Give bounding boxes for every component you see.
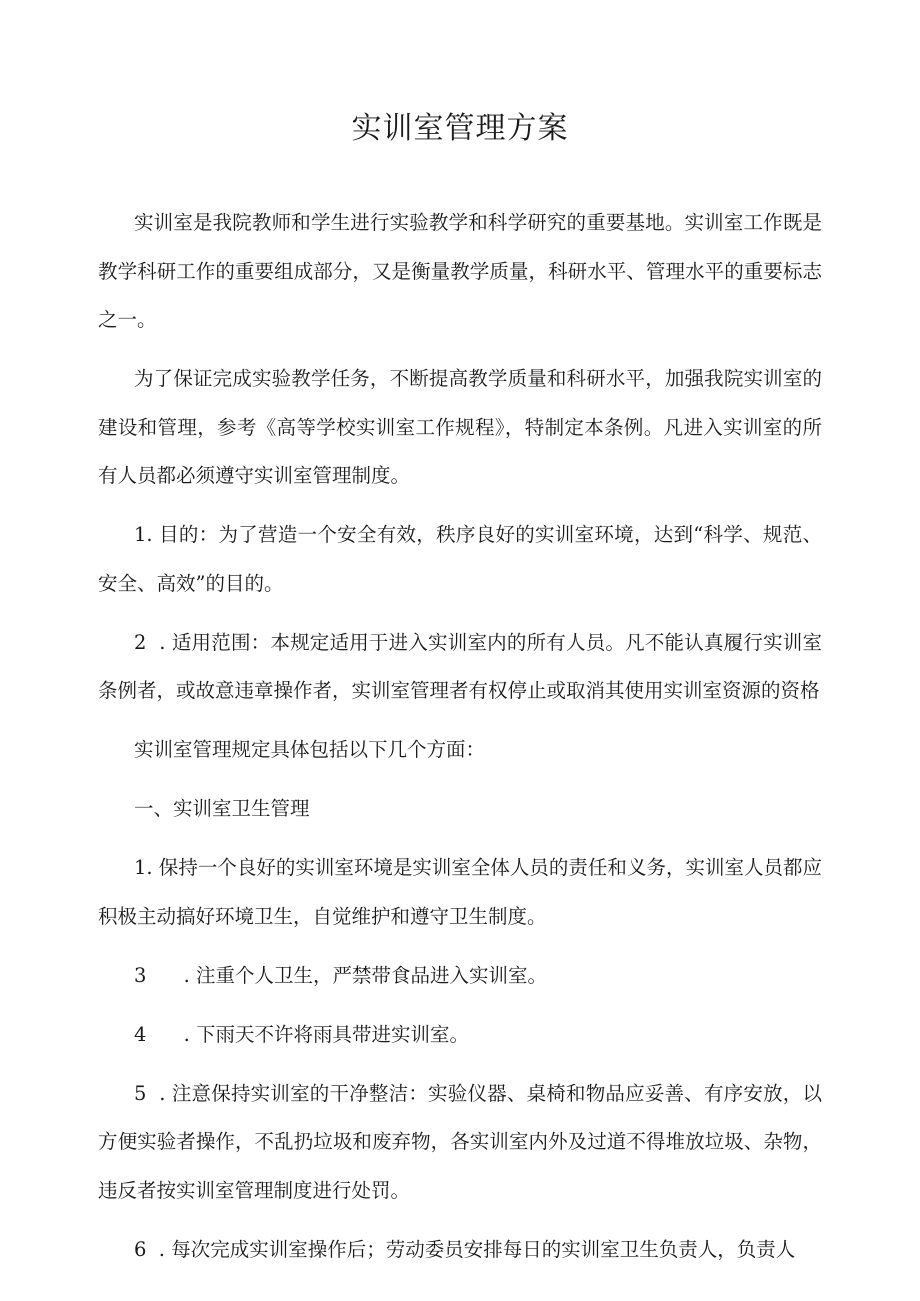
document-title: 实训室管理方案 (351, 111, 569, 146)
paragraph-intro: 实训室是我院教师和学生进行实验教学和科学研究的重要基地。实训室工作既是教学科研工作的重要组成部分，又是衡量教学质量，科研水平、管理水平的重要标志之一。 (98, 211, 822, 331)
paragraph-rules-intro: 实训室管理规定具体包括以下几个方面： (134, 738, 486, 761)
paragraph-hygiene-item-4: 4 . 下雨天不许将雨具带进实训室。 (134, 1022, 469, 1046)
paragraph-item-2-scope: 2 . 适用范围：本规定适用于进入实训室内的所有人员。凡不能认真履行实训室条例者，或故意违章操作者，实训室管理者有权停止或取消其使用实训室资源的资格 (98, 630, 822, 702)
section-heading-hygiene: 一、实训室卫生管理 (134, 797, 310, 820)
paragraph-hygiene-item-6: 6 . 每次完成实训室操作后；劳动委员安排每日的实训室卫生负责人，负责人 (134, 1237, 796, 1261)
paragraph-hygiene-item-1: 1. 保持一个良好的实训室环境是实训室全体人员的责任和义务，实训室人员都应积极主动搞好环境卫生，自觉维护和遵守卫生制度。 (98, 856, 822, 928)
paragraph-hygiene-item-3: 3 . 注重个人卫生，严禁带食品进入实训室。 (134, 963, 547, 987)
paragraph-item-1-goal: 1. 目的：为了营造一个安全有效，秩序良好的实训室环境，达到“科学、规范、安全、高效”的目的。 (98, 523, 822, 595)
document-body (98, 199, 822, 1285)
paragraph-hygiene-item-5: 5 . 注意保持实训室的干净整洁：实验仪器、桌椅和物品应妥善、有序安放，以方便实验者操作，不乱扔垃圾和废弃物，各实训室内外及过道不得堆放垃圾、杂物，违反者按实训室管理制度进行处罚。 (98, 1081, 822, 1202)
paragraph-purpose-statement: 为了保证完成实验教学任务，不断提高教学质量和科研水平，加强我院实训室的建设和管理，参考《高等学校实训室工作规程》，特制定本条例。凡进入实训室的所有人员都必须遵守实训室管理制度。 (98, 367, 822, 487)
